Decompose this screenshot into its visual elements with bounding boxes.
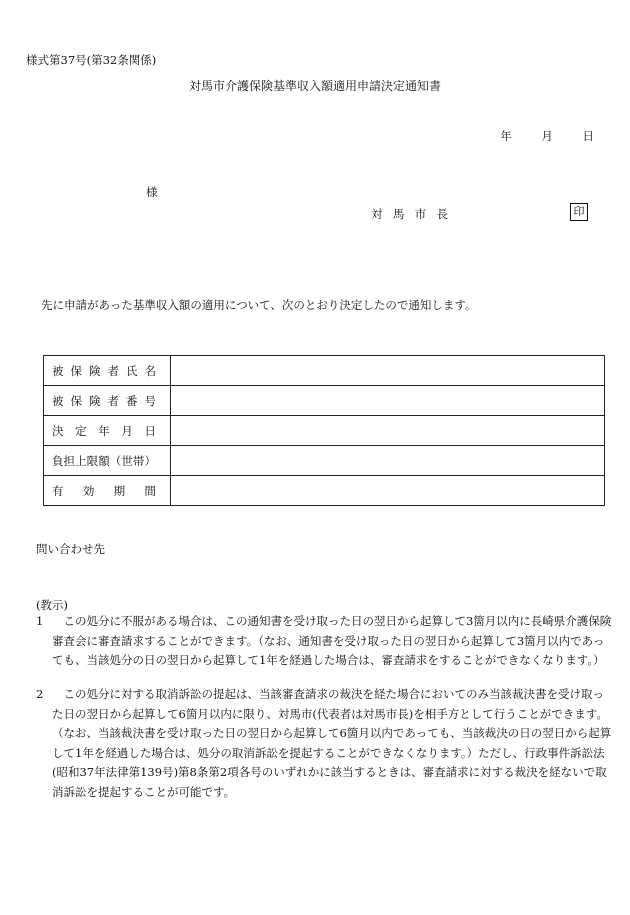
notice-item	[36, 685, 612, 802]
table-row	[44, 356, 605, 386]
row-label-cell	[44, 446, 171, 476]
row-label-cell	[44, 386, 171, 416]
row-value-cell	[171, 476, 605, 506]
row-value-cell	[171, 446, 605, 476]
intro-text: 先に申請があった基準収入額の適用について、次のとおり決定したので通知します。	[41, 298, 477, 312]
date-month-label: 月	[541, 129, 553, 143]
table-row	[44, 446, 605, 476]
row-label-cell	[44, 356, 171, 386]
row-label: 有効期間	[52, 483, 156, 498]
table-row	[44, 416, 605, 446]
notice-item-text: この処分に不服がある場合は、この通知書を受け取った日の翌日から起算して3箇月以内に長崎県介護保険審査会に審査請求することができます。（なお、通知書を受け取った日の翌日から起算して3箇月以内であっても、当該処分の日の翌日から起算して1年を経過した場合は、審査請求をすることができなくなります。）	[52, 614, 612, 667]
addressee-suffix: 様	[146, 185, 158, 199]
notice-item-text: この処分に対する取消訴訟の提起は、当該審査請求の裁決を経た場合においてのみ当該裁決書を受け取った日の翌日から起算して6箇月以内に限り、対馬市(代表者は対馬市長)を相手方として行うことができます。（なお、当該裁決書を受け取った日の翌日から起算して6箇月以内であっても、当該裁決の日の翌日から起算して1年を経過した場合は、処分の取消訴訟を提起することができなくなります。）ただし、行政事件訴訟法(昭和37年法律第139号)第8条第2項各号のいずれかに該当するときは、審査請求に対する裁決を経ないで取消訴訟を提起することが可能です。	[52, 687, 612, 799]
row-label: 被保険者氏名	[52, 363, 156, 378]
issuer-name: 対馬市長	[371, 207, 459, 221]
row-label: 被保険者番号	[52, 393, 156, 408]
row-value-cell	[171, 386, 605, 416]
info-table	[43, 355, 605, 506]
row-value-cell	[171, 356, 605, 386]
row-label-cell	[44, 476, 171, 506]
date-day-label: 日	[582, 129, 594, 143]
notice-item	[36, 612, 612, 671]
date-line	[500, 128, 594, 144]
row-label-cell	[44, 416, 171, 446]
row-label: 負担上限額（世帯）	[52, 453, 156, 468]
form-number: 様式第37号(第32条関係)	[26, 53, 157, 67]
document-title: 対馬市介護保険基準収入額適用申請決定通知書	[188, 79, 441, 93]
table-row	[44, 476, 605, 506]
row-label: 決定年月日	[52, 423, 156, 438]
date-year-label: 年	[500, 129, 512, 143]
seal-stamp-box: 印	[570, 203, 588, 221]
notice-item-number: 2	[36, 687, 44, 701]
contact-label: 問い合わせ先	[36, 542, 105, 556]
row-value-cell	[171, 416, 605, 446]
notice-item-number: 1	[36, 614, 44, 628]
notice-heading: (教示)	[36, 598, 68, 612]
table-row	[44, 386, 605, 416]
